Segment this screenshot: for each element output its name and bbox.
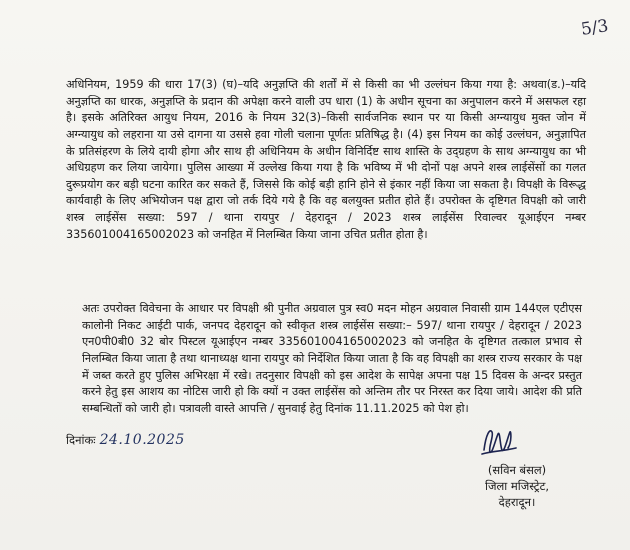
signatory-name: (सविन बंसल) <box>487 463 547 477</box>
date-label: दिनांकः <box>66 433 96 447</box>
paragraph-2: अतः उपरोक्त विवेचना के आधार पर विपक्षी श्री पुनीत अग्रवाल पुत्र स्व0 मदन मोहन अग्रवाल निवासी ग्राम 144एल एटीएस कालोनी निकट आईटी पार्क, जनपद देहरादून को स्वीकृत शस्त्र लाईसेंस सख्या:– 597/ थाना रायपुर / देहरादून / 2023 एन0पी0बी0 32 बोर पिस्टल यूआईएन नम्बर 335601004165002023 को जनहित के दृष्टिगत तत्काल प्रभाव से निलम्बित किया जाता है तथा थानाध्यक्ष थाना रायपुर को निर्देशित किया जाता है कि वह विपक्षी का शस्त्र राज्य सरकार के पक्ष में जब्त करते हुए पुलिस अभिरक्षा में रखे। तदनुसार विपक्षी को इस आदेश के सापेक्ष अपना पक्ष 15 दिवस के अन्दर प्रस्तुत करने हेतु इस आशय का नोटिस जारी हो कि क्यों न उक्त लाईसेंस को अन्तिम तौर पर निरस्त कर दिया जाये। आदेश की प्रति सम्बन्धितों को जारी हो। पत्रावली वास्ते आपत्ति / सुनवाई हेतु दिनांक 11.11.2025 को पेश हो। <box>82 302 582 415</box>
page-number: 5/3 <box>579 16 610 40</box>
signatory-designation: जिला मजिस्ट्रेट, <box>484 479 550 493</box>
handwritten-date: 24.10.2025 <box>99 432 185 448</box>
signatory-place: देहरादून। <box>498 495 536 509</box>
date-line <box>66 432 185 448</box>
paragraph-1: अधिनियम, 1959 की धारा 17(3) (घ)–यदि अनुज्ञप्ति की शर्तों में से किसी का भी उल्लंघन किया गया है: अथवा(ड.)–यदि अनुज्ञप्ति का धारक, अनुज्ञप्ति के प्रदान की अपेक्षा करने वाली उप धारा (1) के अधीन सूचना का अनुपालन करने में असफल रहा है। इसके अतिरिक्त आयुध नियम, 2016 के नियम 32(3)–किसी सार्वजनिक स्थान पर या किसी अग्न्यायुध मुक्त जोन में अग्न्यायुध को लहराना या उसे दागना या उससे हवा गोली चलाना पूर्णतः प्रतिषिद्ध है। (4) इस नियम का कोई उल्लंघन, अनुज्ञापित के प्रतिसंहरण के लिये दायी होगा और साथ ही अधिनियम के अधीन विनिर्दिष्ट साथ शास्ति के उद्ग्रहण के साथ अग्न्यायुध का भी अधिग्रहण कर लिया जायेगा। पुलिस आख्या में उल्लेख किया गया है कि भविष्य में भी दोनों पक्ष अपने शस्त्र लाईसेंसों का गलत दुरूप्रयोग कर बड़ी घटना कारित कर सकते हैं, जिससे कि कोई बड़ी हानि होने से इंकार नहीं किया जा सकता है। विपक्षी के विरूद्ध कार्यवाही के लिए अभियोजन पक्ष द्वारा जो तर्क दिये गये है कि वह बलयुक्त प्रतीत होते हैं। उपरोक्त के दृष्टिगत विपक्षी को जारी शस्त्र लाईसेंस सख्या: 597 / थाना रायपुर / देहरादून / 2023 शस्त्र लाईसेंस रिवाल्वर यूआईएन नम्बर 335601004165002023 को जनहित में निलम्बित किया जाना उचित प्रतीत होता है। <box>66 78 586 241</box>
signature-icon <box>478 424 518 458</box>
signature-block <box>447 462 587 510</box>
